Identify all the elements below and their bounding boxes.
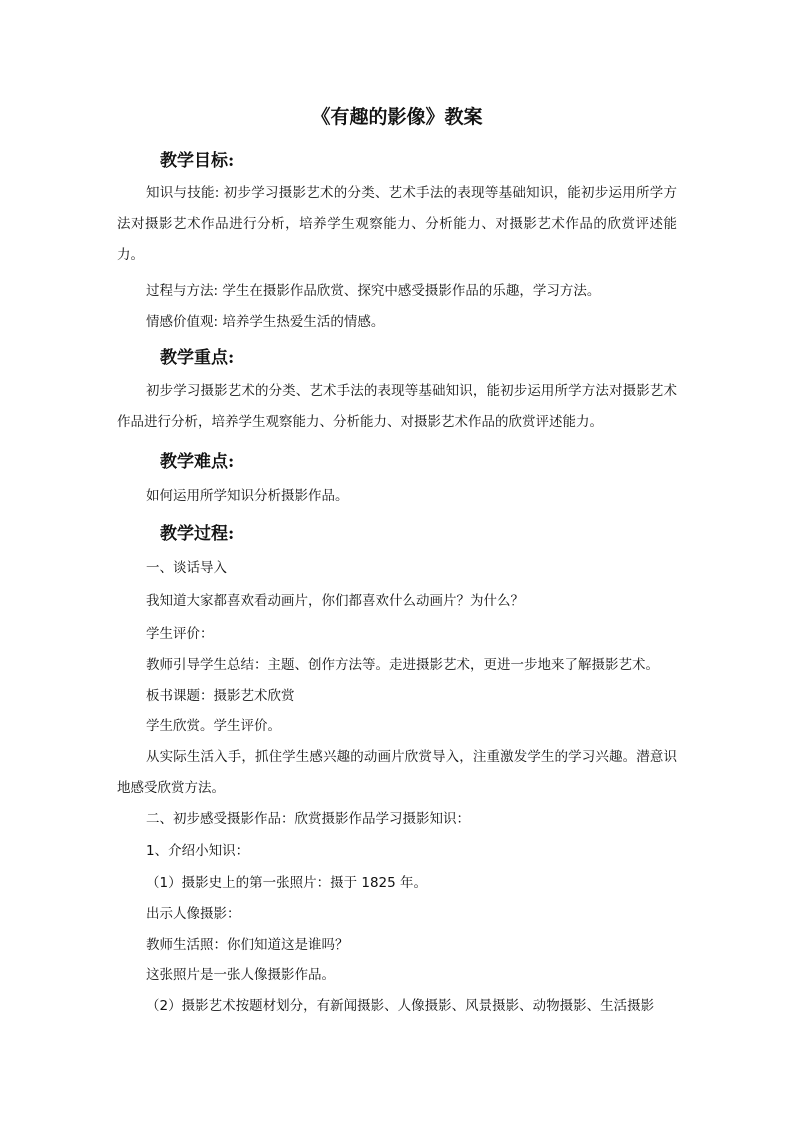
heading-key-points: 教学重点: — [160, 348, 235, 368]
document-title: 《有趣的影像》教案 — [311, 106, 483, 128]
process-line: 出示人像摄影： — [146, 906, 241, 922]
heading-difficulties: 教学难点: — [160, 452, 235, 472]
process-line: 这张照片是一张人像摄影作品。 — [146, 967, 335, 983]
objective-knowledge: 知识与技能: 初步学习摄影艺术的分类、艺术手法的表现等基础知识，能初步运用所学方法对摄影艺术作品进行分析，培养学生观察能力、分析能力、对摄影艺术作品的欣赏评述能力。 — [117, 185, 677, 264]
difficulties-text: 如何运用所学知识分析摄影作品。 — [146, 488, 349, 504]
heading-process: 教学过程: — [160, 524, 235, 544]
key-points-text: 初步学习摄影艺术的分类、艺术手法的表现等基础知识，能初步运用所学方法对摄影艺术作品进行分析，培养学生观察能力、分析能力、对摄影艺术作品的欣赏评述能力。 — [117, 383, 677, 431]
objective-values: 情感价值观: 培养学生热爱生活的情感。 — [146, 314, 385, 330]
process-line: 学生欣赏。学生评价。 — [146, 718, 281, 734]
process-line: 教师生活照：你们知道这是谁吗？ — [146, 937, 349, 953]
process-line: 二、初步感受摄影作品：欣赏摄影作品学习摄影知识： — [146, 811, 470, 827]
objective-process-method: 过程与方法: 学生在摄影作品欣赏、探究中感受摄影作品的乐趣，学习方法。 — [146, 283, 601, 299]
heading-objectives: 教学目标: — [160, 151, 235, 171]
process-line: （1）摄影史上的第一张照片：摄于 1825 年。 — [146, 875, 428, 891]
process-paragraph: 从实际生活入手，抓住学生感兴趣的动画片欣赏导入，注重激发学生的学习兴趣。潜意识地感受欣赏方法。 — [117, 749, 677, 797]
process-line: 板书课题：摄影艺术欣赏 — [146, 688, 295, 704]
process-line: （2）摄影艺术按题材划分，有新闻摄影、人像摄影、风景摄影、动物摄影、生活摄影 — [146, 998, 655, 1014]
process-line: 学生评价： — [146, 626, 214, 642]
process-line: 我知道大家都喜欢看动画片，你们都喜欢什么动画片？为什么？ — [146, 593, 524, 609]
process-line: 一、谈话导入 — [146, 560, 227, 576]
process-line: 教师引导学生总结：主题、创作方法等。走进摄影艺术，更进一步地来了解摄影艺术。 — [146, 657, 659, 673]
process-line: 1、介绍小知识： — [146, 843, 250, 859]
